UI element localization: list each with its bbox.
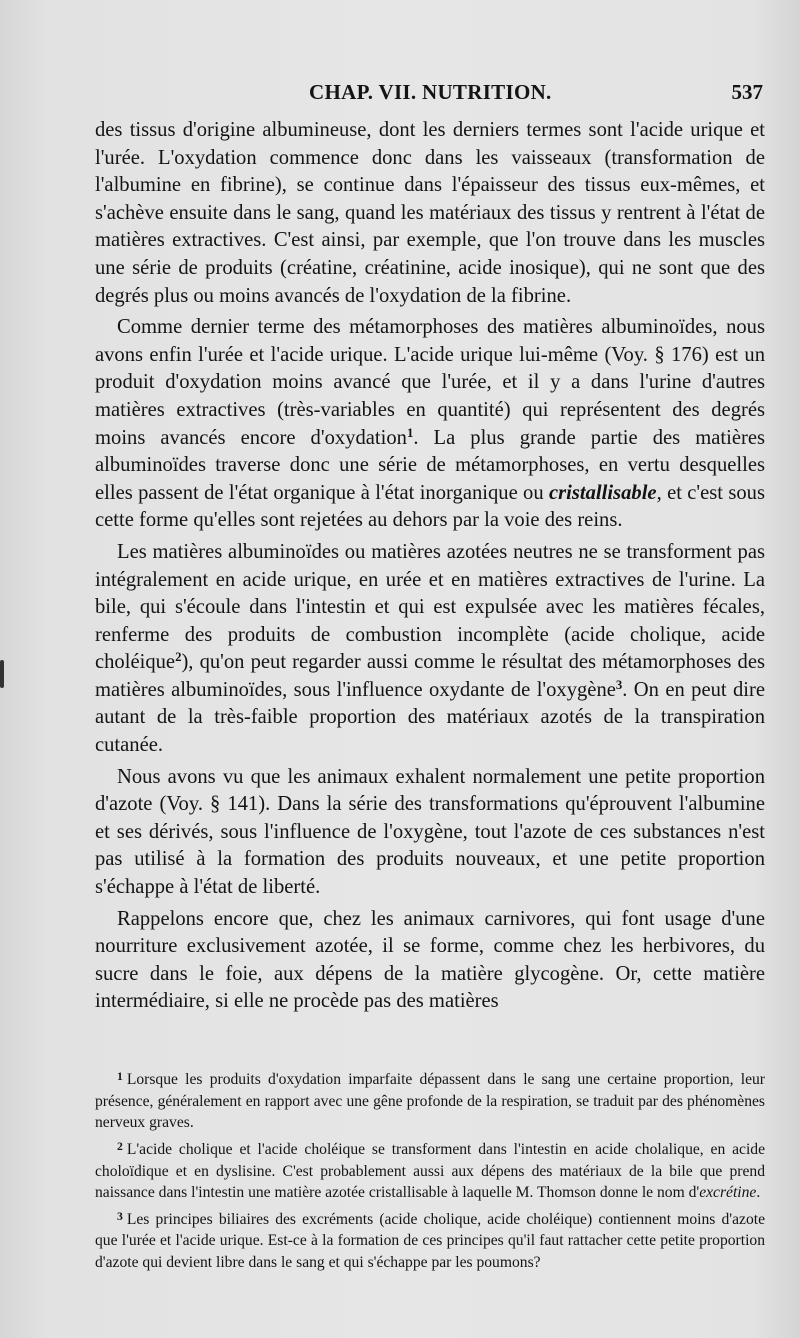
binding-edge-mark bbox=[0, 660, 4, 688]
footnote-text: Les principes biliaires des excréments (acide cholique, acide choléique) contiennent moins d'azote que l'urée et l'acide urique. Est-ce à la formation de ces principes qu'il faut rattacher cette petite proportion d'azote qui devient libre dans le sang et qui s'échappe par les poumons? bbox=[95, 1210, 765, 1272]
footnote-number: 1 bbox=[117, 1070, 123, 1083]
footnote-text: L'acide cholique et l'acide choléique se transforment dans l'intestin en acide cholalique, en acide choloïdique et en dyslisine. C'est probablement aussi aux dépens des matériaux de la bile que prend naissance dans l'intestin une matière azotée cristallisable à laquelle M. Thomson donne le nom d' bbox=[95, 1140, 765, 1202]
paragraph-2-part-c: , et c'est sous cette forme qu'elles sont rejetées au dehors par la voie des reins. bbox=[95, 481, 765, 532]
footnote-ref-3[interactable]: 3 bbox=[615, 677, 623, 692]
footnote-2 bbox=[95, 1136, 765, 1204]
paragraph-2 bbox=[95, 314, 765, 535]
paragraph-4: Nous avons vu que les animaux exhalent normalement une petite proportion d'azote (Voy. § 141). Dans la série des transformations qu'éprouvent l'albumine et ses dérivés, sous l'influence de l'oxygène, tout l'azote de ces substances n'est pas utilisé à la formation des produits nouveaux, et une petite proportion s'échappe à l'état de liberté. bbox=[95, 765, 765, 899]
paragraph-1: des tissus d'origine albumineuse, dont les derniers termes sont l'acide urique et l'urée. L'oxydation commence donc dans les vaisseaux (transformation de l'albumine en fibrine), se continue dans l'épaisseur des tissus eux-mêmes, et s'achève ensuite dans le sang, quand les matériaux des tissus y rentrent à l'état de matières extractives. C'est ainsi, par exemple, que l'on trouve dans les muscles une série de produits (créatine, créatinine, acide inosique), qui ne sont que des degrés plus ou moins avancés de l'oxydation de la fibrine. bbox=[95, 119, 765, 307]
footnote-1 bbox=[95, 1066, 765, 1134]
main-text bbox=[95, 117, 765, 1020]
footnote-ref-2[interactable]: 2 bbox=[175, 650, 182, 665]
running-title: CHAP. VII. NUTRITION. bbox=[309, 80, 552, 104]
paragraph-2-part-b: . La plus grande partie des matières albuminoïdes traverse donc une série de métamorphoses, en vertu desquelles elles passent de l'état organique à l'état inorganique ou bbox=[95, 426, 765, 504]
footnote-text-end: . bbox=[756, 1184, 761, 1202]
paragraph-3-part-a: Les matières albuminoïdes ou matières azotées neutres ne se transforment pas intégralement en acide urique, en urée et en matières extractives de l'urine. La bile, qui s'écoule dans l'intestin et qui est expulsée avec les matières fécales, renferme des produits de combustion incomplète (acide cholique, acide choléique bbox=[95, 540, 765, 674]
footnote-number: 3 bbox=[117, 1209, 123, 1223]
footnote-number: 2 bbox=[117, 1139, 123, 1153]
page-header bbox=[95, 80, 765, 110]
footnote-text: Lorsque les produits d'oxydation imparfaite dépassent dans le sang une certaine proportion, leur présence, généralement en rapport avec une gêne profonde de la respiration, se traduit par des phénomènes nerveux graves. bbox=[95, 1071, 765, 1132]
emphasis-excretine: excrétine bbox=[699, 1184, 757, 1202]
paragraph-3-part-c: . On en peut dire autant de la très-faible proportion des matériaux azotés de la transpiration cutanée. bbox=[95, 678, 765, 757]
paragraph-2-part-a: Comme dernier terme des métamorphoses des matières albuminoïdes, nous avons enfin l'urée et l'acide urique. L'acide urique lui-même (Voy. § 176) est un produit d'oxydation moins avancé que l'urée, et il y a dans l'urine d'autres matières extractives (très-variables en quantité) qui représentent des degrés moins avancés encore d'oxydation bbox=[95, 316, 765, 449]
footnotes bbox=[95, 1066, 765, 1276]
page-number: 537 bbox=[731, 80, 763, 104]
footnote-3 bbox=[95, 1206, 765, 1274]
emphasis-cristallisable: cristallisable bbox=[549, 481, 657, 504]
paragraph-3 bbox=[95, 539, 765, 760]
paragraph-5: Rappelons encore que, chez les animaux carnivores, qui font usage d'une nourriture exclusivement azotée, il se forme, comme chez les herbivores, du sucre dans le foie, aux dépens de la matière glycogène. Or, cette matière intermédiaire, si elle ne procède pas des matières bbox=[95, 907, 765, 1013]
paragraph-3-part-b: ), qu'on peut regarder aussi comme le résultat des métamorphoses des matières albuminoïdes, sous l'influence oxydante de l'oxygène bbox=[95, 651, 765, 701]
footnote-ref-1[interactable]: 1 bbox=[406, 425, 414, 440]
